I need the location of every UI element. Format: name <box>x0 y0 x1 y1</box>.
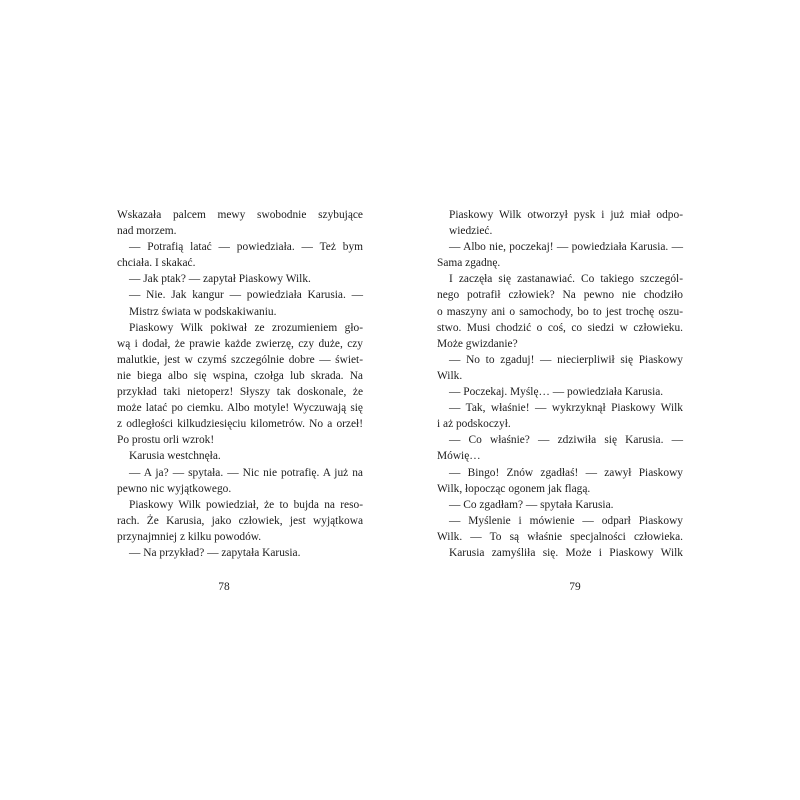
text-line: może latać po ciemku. Albo motyle! Wyczuwają się <box>117 402 363 415</box>
text-line: Wilk. <box>437 369 463 382</box>
page-number-left: 78 <box>218 581 230 593</box>
text-line: — Bingo! Znów zgadłaś! — zawył Piaskowy <box>449 466 683 479</box>
text-line: rach. Że Karusia, jako człowiek, jest wyjątkowa <box>117 514 363 527</box>
text-line: — Tak, właśnie! — wykrzyknął Piaskowy Wilk <box>449 402 683 415</box>
text-line: — Jak ptak? — zapytał Piaskowy Wilk. <box>129 273 311 286</box>
text-line: — Myślenie i mówienie — odparł Piaskowy <box>449 514 683 527</box>
text-line: Piaskowy Wilk pokiwał ze zrozumieniem gło- <box>129 321 363 334</box>
text-line: Wilk. — To są właśnie specjalności człowieka. <box>437 530 683 543</box>
text-line: Karusia zamyśliła się. Może i Piaskowy Wilk <box>449 546 683 559</box>
text-line: z odległości kilkudziesięciu kilometrów. No a orzeł! <box>117 418 363 431</box>
text-line: wiedzieć. <box>449 225 493 238</box>
text-line: nie biega albo się wspina, czołga lub skrada. Na <box>117 369 363 382</box>
page-number-right: 79 <box>569 581 581 593</box>
text-line: o maszyny ani o samochody, bo to jest trochę oszu- <box>437 305 683 318</box>
text-line: Mistrz świata w podskakiwaniu. <box>129 305 277 318</box>
text-line: i aż podskoczył. <box>437 418 511 431</box>
right-page-text <box>437 207 683 561</box>
text-line: — Potrafią latać — powiedziała. — Też bym <box>129 241 363 254</box>
text-line: — Poczekaj. Myślę… — powiedziała Karusia. <box>449 386 664 399</box>
text-line: Sama zgadnę. <box>437 257 501 270</box>
text-line: Po prostu orli wzrok! <box>117 434 215 447</box>
left-page-text <box>117 207 363 561</box>
text-line: stwo. Musi chodzić o coś, co siedzi w człowieku. <box>437 321 683 334</box>
text-line: I zaczęła się zastanawiać. Co takiego szczegól- <box>449 273 683 286</box>
text-line: nego potrafił człowiek? Na pewno nie chodziło <box>437 289 683 302</box>
text-line: — A ja? — spytała. — Nic nie potrafię. A już na <box>129 466 363 479</box>
text-line: chciała. I skakać. <box>117 257 196 270</box>
text-line: przykład taki nietoperz! Słyszy tak doskonale, że <box>117 386 363 399</box>
text-line: Wilk, łopocząc ogonem jak flagą. <box>437 482 591 495</box>
text-line: nad morzem. <box>117 225 177 238</box>
text-line: — Albo nie, poczekaj! — powiedziała Karusia. — <box>449 241 683 254</box>
text-line: — Nie. Jak kangur — powiedziała Karusia. — <box>129 289 363 302</box>
text-line: Wskazała palcem mewy swobodnie szybujące <box>117 209 363 221</box>
text-line: Karusia westchnęła. <box>129 450 221 463</box>
text-line: Piaskowy Wilk otworzył pysk i już miał odpo- <box>449 209 683 221</box>
text-line: — No to zgaduj! — niecierpliwił się Piaskowy <box>449 353 683 366</box>
text-line: Mówię… <box>437 450 481 463</box>
text-line: Może gwizdanie? <box>437 337 518 350</box>
text-line: Piaskowy Wilk powiedział, że to bujda na reso- <box>129 498 363 511</box>
text-line: — Co właśnie? — zdziwiła się Karusia. — <box>449 434 683 447</box>
text-line: — Co zgadłam? — spytała Karusia. <box>449 498 614 511</box>
text-line: wą i dodał, że prawie każde zwierzę, czy duże, czy <box>117 337 363 350</box>
text-line: malutkie, jest w czymś szczególnie dobre — świet- <box>117 353 363 366</box>
text-line: przynajmniej z kilku powodów. <box>117 530 262 543</box>
text-line: pewno nic wyjątkowego. <box>117 482 232 495</box>
text-line: — Na przykład? — zapytała Karusia. <box>129 546 301 559</box>
